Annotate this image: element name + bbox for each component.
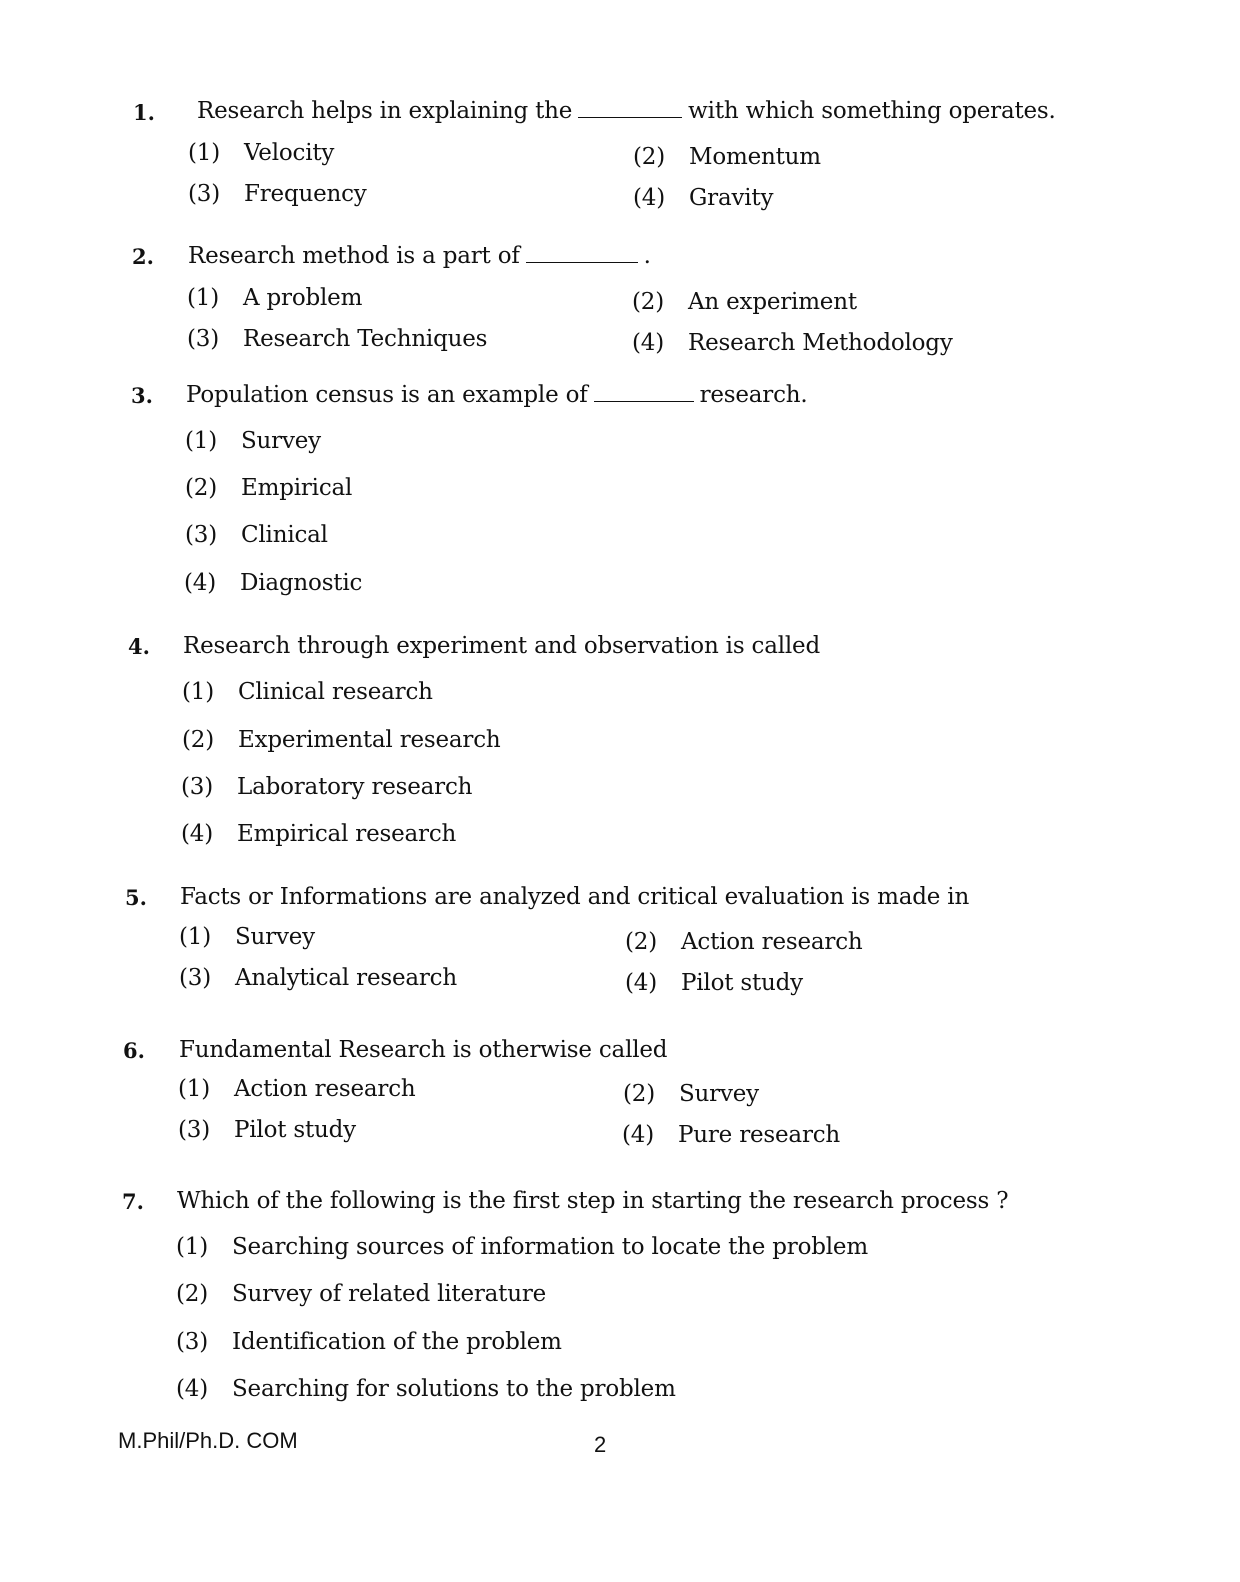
option-label: Survey (241, 428, 321, 454)
option-number: (1) (176, 1234, 208, 1260)
option[interactable] (176, 1234, 868, 1260)
option-label: Research Techniques (243, 326, 488, 352)
question-text (197, 98, 1056, 124)
option-number: (3) (185, 522, 217, 548)
option[interactable] (178, 1076, 415, 1102)
question-text (186, 382, 808, 408)
option[interactable] (632, 289, 857, 315)
option-number: (4) (622, 1122, 654, 1148)
option-label: Gravity (689, 185, 774, 211)
option-number: (1) (178, 1076, 210, 1102)
option[interactable] (633, 144, 821, 170)
option[interactable] (185, 475, 352, 501)
option[interactable] (179, 965, 457, 991)
option-label: Laboratory research (237, 774, 473, 800)
question-number: 1. (133, 100, 155, 125)
option-label: Clinical (241, 522, 328, 548)
option-label: Searching sources of information to locate the problem (232, 1234, 868, 1260)
option-label: Action research (234, 1076, 416, 1102)
question-text-before: Population census is an example of (186, 382, 588, 408)
option-number: (1) (188, 140, 220, 166)
option[interactable] (185, 522, 328, 548)
option-number: (3) (179, 965, 211, 991)
option[interactable] (623, 1081, 759, 1107)
option-label: Pilot study (681, 970, 803, 996)
option[interactable] (179, 924, 315, 950)
option-label: Survey of related literature (232, 1281, 547, 1307)
answer-blank (578, 116, 682, 118)
option-number: (2) (625, 929, 657, 955)
option-label: Empirical research (237, 821, 457, 847)
option-label: Survey (235, 924, 315, 950)
question-number: 7. (122, 1189, 144, 1214)
option-number: (2) (623, 1081, 655, 1107)
question-text-before: Research helps in explaining the (197, 98, 573, 124)
option[interactable] (187, 285, 362, 311)
question-number: 2. (132, 244, 154, 269)
option-number: (3) (188, 181, 220, 207)
option-number: (3) (176, 1329, 208, 1355)
option[interactable] (187, 326, 487, 352)
question-text (188, 243, 651, 269)
option[interactable] (633, 185, 773, 211)
option-number: (1) (185, 428, 217, 454)
question-number: 6. (123, 1038, 145, 1063)
option-number: (1) (179, 924, 211, 950)
option-number: (3) (178, 1117, 210, 1143)
option[interactable] (632, 330, 953, 356)
option-label: Survey (679, 1081, 759, 1107)
question-text-after: with which something operates. (688, 98, 1056, 124)
option[interactable] (176, 1329, 562, 1355)
question-text-before: Research method is a part of (188, 243, 520, 269)
option[interactable] (188, 140, 334, 166)
option-number: (4) (184, 570, 216, 596)
option-number: (2) (176, 1281, 208, 1307)
option-label: Identification of the problem (232, 1329, 562, 1355)
option-number: (2) (632, 289, 664, 315)
footer-page-number: 2 (594, 1432, 607, 1457)
option[interactable] (184, 570, 362, 596)
option[interactable] (178, 1117, 356, 1143)
question-text: Fundamental Research is otherwise called (179, 1037, 668, 1063)
option-label: Searching for solutions to the problem (232, 1376, 676, 1402)
option-label: A problem (243, 285, 363, 311)
question-text: Which of the following is the first step in starting the research process ? (177, 1188, 1009, 1214)
option[interactable] (625, 970, 803, 996)
question-number: 3. (131, 383, 153, 408)
option-number: (1) (187, 285, 219, 311)
option-label: Pilot study (234, 1117, 356, 1143)
option-number: (4) (633, 185, 665, 211)
option-number: (2) (633, 144, 665, 170)
option-label: Action research (681, 929, 863, 955)
option[interactable] (176, 1281, 546, 1307)
option-number: (2) (182, 727, 214, 753)
option-number: (4) (632, 330, 664, 356)
option-label: Frequency (244, 181, 367, 207)
option-number: (4) (625, 970, 657, 996)
option[interactable] (188, 181, 367, 207)
answer-blank (594, 400, 694, 402)
option-label: Clinical research (238, 679, 433, 705)
option-label: Research Methodology (688, 330, 953, 356)
option[interactable] (185, 428, 321, 454)
option-label: Velocity (244, 140, 335, 166)
option[interactable] (181, 774, 472, 800)
option-label: Diagnostic (240, 570, 363, 596)
option-label: Experimental research (238, 727, 501, 753)
question-text: Facts or Informations are analyzed and critical evaluation is made in (180, 884, 970, 910)
question-text-after: research. (699, 382, 808, 408)
option[interactable] (176, 1376, 676, 1402)
question-text: Research through experiment and observation is called (183, 633, 820, 659)
option-label: Momentum (689, 144, 821, 170)
option-label: Empirical (241, 475, 353, 501)
option-number: (3) (187, 326, 219, 352)
question-text-after: . (643, 243, 651, 269)
option-label: Analytical research (235, 965, 457, 991)
option-label: An experiment (688, 289, 857, 315)
option-number: (2) (185, 475, 217, 501)
footer-course-code: M.Phil/Ph.D. COM (118, 1428, 298, 1453)
option-label: Pure research (678, 1122, 841, 1148)
option[interactable] (181, 821, 456, 847)
option-number: (4) (181, 821, 213, 847)
question-number: 4. (128, 634, 150, 659)
option[interactable] (625, 929, 862, 955)
option[interactable] (182, 727, 501, 753)
question-number: 5. (125, 885, 147, 910)
option-number: (4) (176, 1376, 208, 1402)
option[interactable] (182, 679, 433, 705)
answer-blank (526, 261, 638, 263)
option-number: (1) (182, 679, 214, 705)
option-number: (3) (181, 774, 213, 800)
option[interactable] (622, 1122, 840, 1148)
